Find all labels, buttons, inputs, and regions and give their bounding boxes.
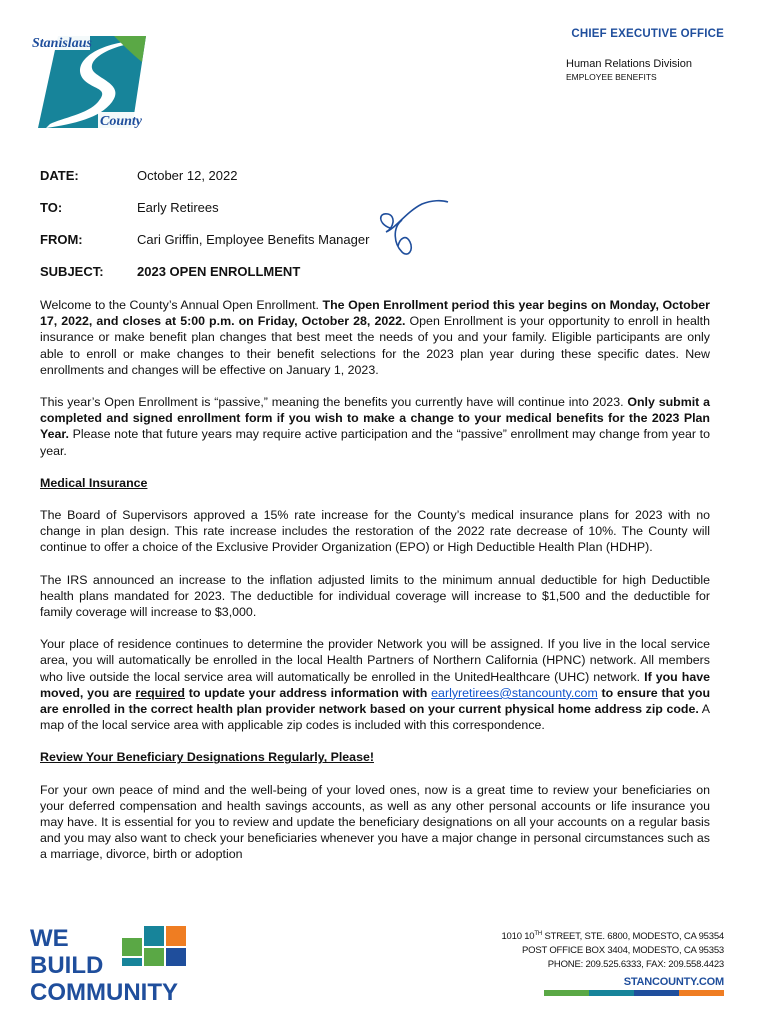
passive-bold-text: Only submit a completed and signed enrollment form if you wish to make a change to your medical benefits for the 2023 Plan Year. [40, 395, 711, 442]
header-office-block [524, 28, 724, 82]
paragraph-intro [40, 297, 710, 378]
date-label: DATE: [40, 168, 79, 183]
email-link[interactable]: earlyretirees@stancounty.com [431, 685, 598, 700]
intro-text: Welcome to the County’s Annual Open Enrollment. [40, 298, 323, 312]
footer-color-bar [544, 990, 724, 996]
logo-text-bottom: County [100, 114, 143, 129]
division-name: Human Relations Division [566, 58, 692, 70]
signature-mark [372, 198, 454, 262]
update-address-text: to update your address information with [184, 685, 432, 700]
paragraph-beneficiary: For your own peace of mind and the well-being of your loved ones, now is a great time to review your beneficiaries on your deferred compensation and health savings accounts, as well as any other personal accounts or life insurance you may have. It is essential for you to review and update the beneficiary designations on all your accounts on a regular basis and you may also want to check your beneficiaries whenever you have a major change in personal circumstances such as a marriage, divorce, birth or adoption [40, 782, 710, 862]
passive-text-cont: Please note that future years may require active participation and the “passive” enrollment may change from year to year. [40, 427, 710, 458]
website-link[interactable]: STANCOUNTY.COM [623, 976, 724, 989]
street-number: 1010 10 [501, 931, 535, 943]
bar-orange [679, 990, 724, 996]
po-box: POST OFFICE BOX 3404, MODESTO, CA 95353 [522, 945, 724, 957]
heading-beneficiary: Review Your Beneficiary Designations Regularly, Please! [40, 750, 374, 765]
memo-from-row [40, 232, 369, 264]
paragraph-rate-increase: The Board of Supervisors approved a 15% rate increase for the County’s medical insurance plans for 2023 with no change in plan design. This rate increase includes the restoration of the 2022 rate decrease of 10%. The County will continue to offer a choice of the Exclusive Provider Organization (EPO) or High Deductible Health Plan (HDHP). [40, 508, 710, 555]
subject-value: 2023 OPEN ENROLLMENT [137, 264, 301, 279]
street-suffix: TH [534, 931, 543, 937]
enrollment-period-text: The Open Enrollment period this year begins on Monday, October 17, 2022, and closes at 5:00 p.m. on Friday, October 28, 2022. [40, 298, 710, 329]
bar-green [544, 990, 589, 996]
phone-fax: PHONE: 209.525.6333, FAX: 209.558.4423 [547, 959, 724, 971]
memo-date-row [40, 168, 369, 200]
stanislaus-county-logo [28, 28, 156, 132]
intro-text-cont: Open Enrollment is your opportunity to enroll in health insurance or make benefit plan changes that best meet the needs of you and your family. Eligible participants are only able to enroll or make changes to their benefit selections for the 2023 plan year during these specific dates. New enrollments and changes will be effective on January 1, 2023. [40, 314, 710, 377]
street-address [501, 927, 724, 944]
paragraph-provider-network [40, 636, 710, 733]
passive-text: This year’s Open Enrollment is “passive,” meaning the benefits you currently have will continue into 2023. [40, 395, 628, 410]
we-build-community-logo [30, 924, 205, 1008]
correct-network-text: to ensure that you are enrolled in the correct health plan provider network based on your current physical home address zip code. [40, 685, 711, 717]
required-text: required [135, 685, 185, 700]
date-value: October 12, 2022 [137, 168, 238, 183]
memo-to-row [40, 200, 369, 232]
footer-address-block [501, 927, 724, 989]
street-rest: STREET, STE. 6800, MODESTO, CA 95354 [542, 931, 724, 943]
moved-text: If you have moved, you are [40, 669, 711, 700]
letter-body [40, 297, 710, 863]
office-name: CHIEF EXECUTIVE OFFICE [571, 28, 724, 40]
from-value: Cari Griffin, Employee Benefits Manager [137, 232, 370, 247]
map-text: A map of the local service area with applicable zip codes is included with this correspondence. [40, 702, 710, 733]
memo-subject-row [40, 264, 369, 296]
footer-logo-line2: BUILD [30, 952, 104, 979]
heading-medical-insurance: Medical Insurance [40, 475, 148, 490]
footer-logo-line1: WE [30, 925, 69, 952]
network-text: Your place of residence continues to determine the provider Network you will be assigned. If you live in the local service area, you will automatically be enrolled in the local Health Partners of Northern California (HPNC) network. All members who live outside the local service area will automatically be enrolled in the UnitedHealthcare (UHC) network. [40, 637, 710, 684]
paragraph-passive [40, 394, 710, 459]
memo-header [40, 168, 369, 296]
to-value: Early Retirees [137, 200, 219, 215]
bar-blue [634, 990, 679, 996]
logo-text-top: Stanislaus [32, 36, 92, 51]
subject-label: SUBJECT: [40, 264, 104, 279]
paragraph-irs-deductible: The IRS announced an increase to the inflation adjusted limits to the minimum annual deductible for high Deductible health plans mandated for 2023. The deductible for individual coverage will increase to $1,500 and the deductible for family coverage will increase to $3,000. [40, 572, 710, 620]
bar-teal [589, 990, 634, 996]
subdivision-name: EMPLOYEE BENEFITS [566, 72, 657, 82]
to-label: TO: [40, 200, 63, 215]
from-label: FROM: [40, 232, 83, 247]
footer-logo-line3: COMMUNITY [30, 979, 178, 1006]
